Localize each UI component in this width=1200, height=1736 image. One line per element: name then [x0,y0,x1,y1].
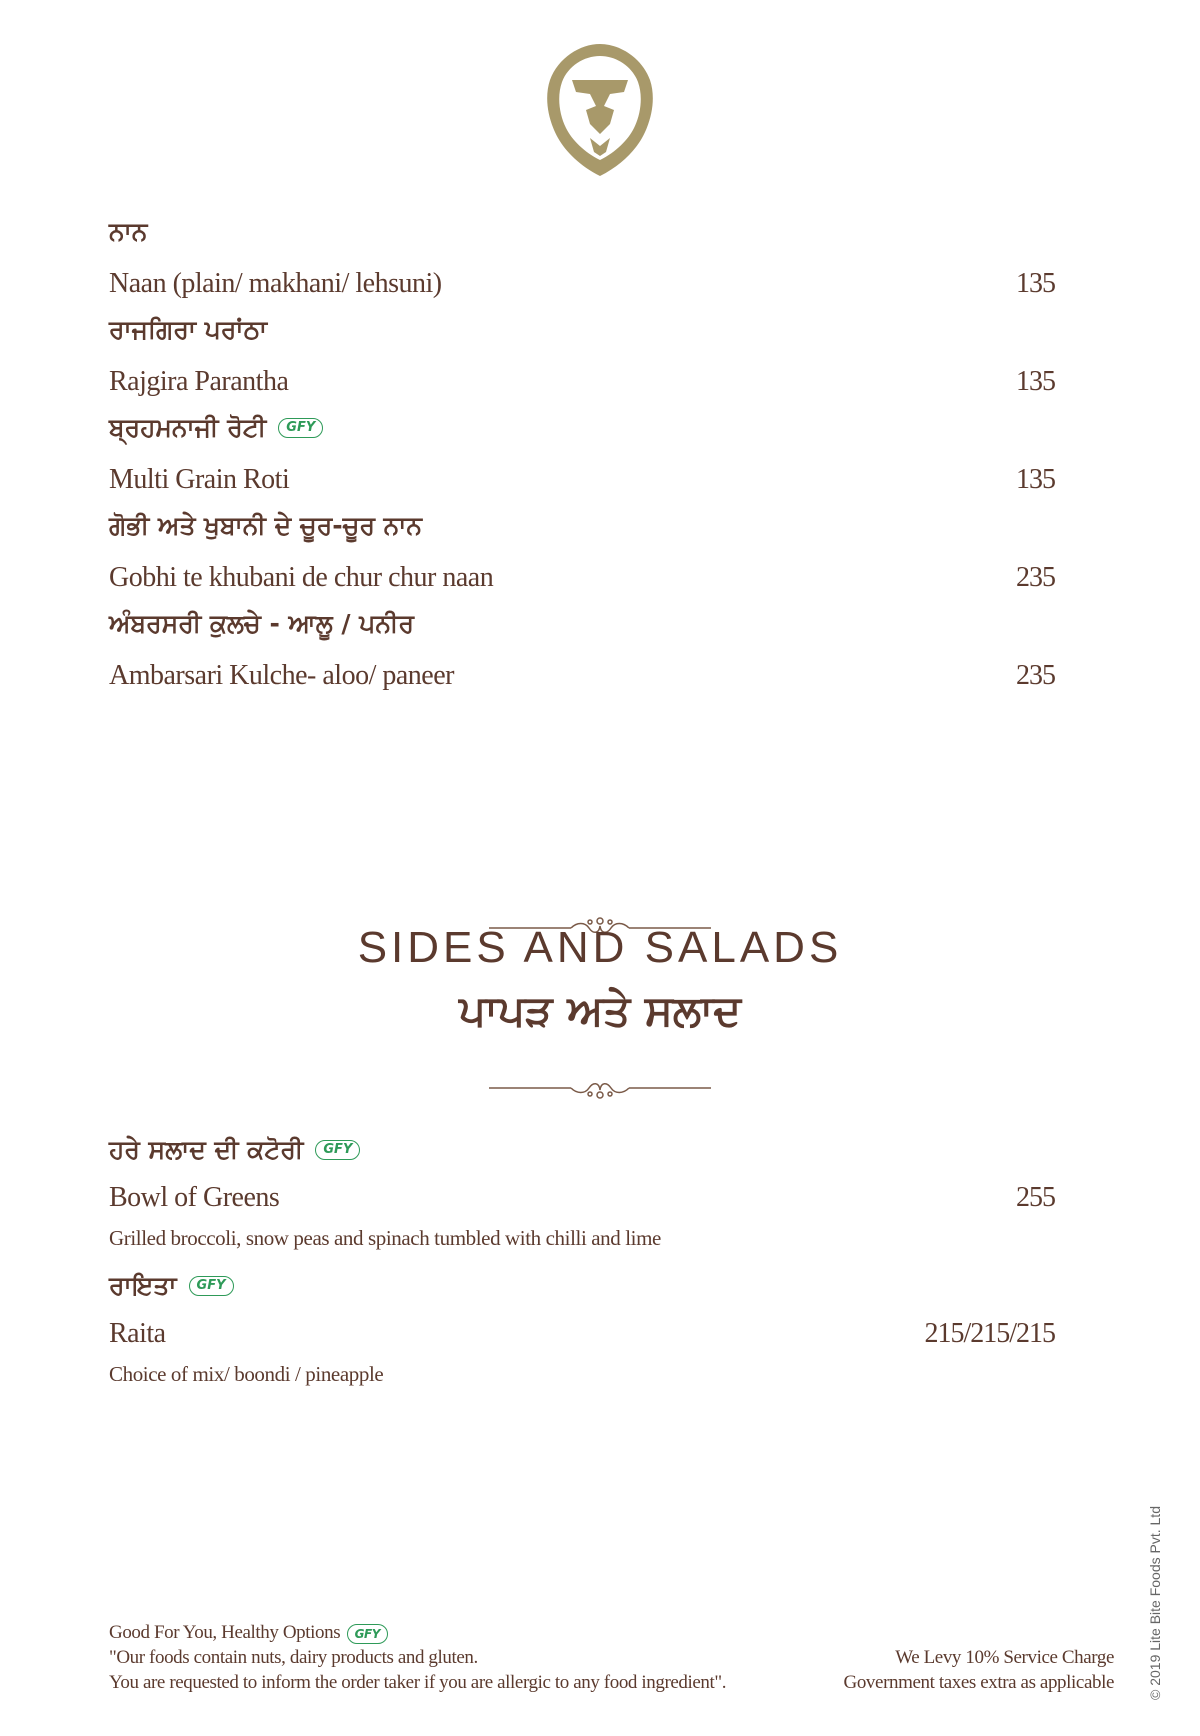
service-charge-note: We Levy 10% Service Charge [895,1647,1114,1668]
item-name-english: Bowl of Greens [109,1182,280,1213]
item-name-punjabi: ਰਾਜਗਿਰਾ ਪਰਾਂਠਾ [109,315,268,344]
footer-allergen-request: You are requested to inform the order taker if you are allergic to any food ingredient". [109,1672,727,1693]
item-price: 215/215/215 [924,1318,1055,1349]
menu-item-raita [109,1264,1055,1396]
gfy-badge: GFY [347,1624,389,1644]
sides-list [109,1128,1055,1396]
item-name-english: Gobhi te khubani de chur chur naan [109,562,494,593]
item-description: Grilled broccoli, snow peas and spinach tumbled with chilli and lime [109,1226,661,1250]
item-name-english: Multi Grain Roti [109,464,290,495]
menu-item-bowl-of-greens [109,1128,1055,1260]
item-price: 235 [1016,562,1055,593]
tax-note: Government taxes extra as applicable [843,1672,1114,1693]
gfy-badge: GFY [315,1140,360,1160]
menu-item-chur-chur-naan [109,504,1055,608]
item-price: 135 [1016,366,1055,397]
item-name-english: Ambarsari Kulche- aloo/ paneer [109,660,454,691]
menu-item-naan [109,210,1055,314]
section-title-punjabi: ਪਾਪੜ ਅਤੇ ਸਲਾਦ [458,986,742,1035]
footer-charges [844,1645,1114,1695]
item-price: 135 [1016,464,1055,495]
footer-gfy-note: Good For You, Healthy Options [109,1622,341,1643]
menu-item-multi-grain-roti [109,406,1055,510]
gfy-badge: GFY [189,1276,234,1296]
footer-allergen-note: "Our foods contain nuts, dairy products and gluten. [109,1647,478,1668]
bottom-flourish-icon [487,1074,713,1104]
item-name-punjabi: ਰਾਇਤਾ [109,1271,177,1300]
breads-list [109,210,1055,706]
lion-head-icon [540,40,660,180]
footer-disclaimer [109,1620,726,1695]
item-name-punjabi: ਨਾਨ [109,217,148,246]
section-heading [0,920,1200,1046]
section-title-english: SIDES AND SALADS [357,923,843,972]
item-name-punjabi: ਬ੍ਰਹਮਨਾਜੀ ਰੋਟੀ [109,413,267,442]
item-description: Choice of mix/ boondi / pineapple [109,1362,384,1386]
item-name-punjabi: ਅੰਬਰਸਰੀ ਕੁਲਚੇ - ਆਲੂ / ਪਨੀਰ [109,609,414,638]
gfy-badge: GFY [278,418,323,438]
item-price: 255 [1016,1182,1055,1213]
item-name-english: Raita [109,1318,166,1349]
menu-item-rajgira-parantha [109,308,1055,412]
item-name-punjabi: ਹਰੇ ਸਲਾਦ ਦੀ ਕਟੋਰੀ [109,1135,304,1164]
item-name-punjabi: ਗੋਭੀ ਅਤੇ ਖੁਬਾਨੀ ਦੇ ਚੂਰ-ਚੂਰ ਨਾਨ [109,511,423,540]
item-price: 135 [1016,268,1055,299]
item-name-english: Rajgira Parantha [109,366,289,397]
menu-item-ambarsari-kulche [109,602,1055,706]
copyright-text: © 2019 Lite Bite Foods Pvt. Ltd [1147,1506,1163,1700]
item-price: 235 [1016,660,1055,691]
item-name-english: Naan (plain/ makhani/ lehsuni) [109,268,442,299]
